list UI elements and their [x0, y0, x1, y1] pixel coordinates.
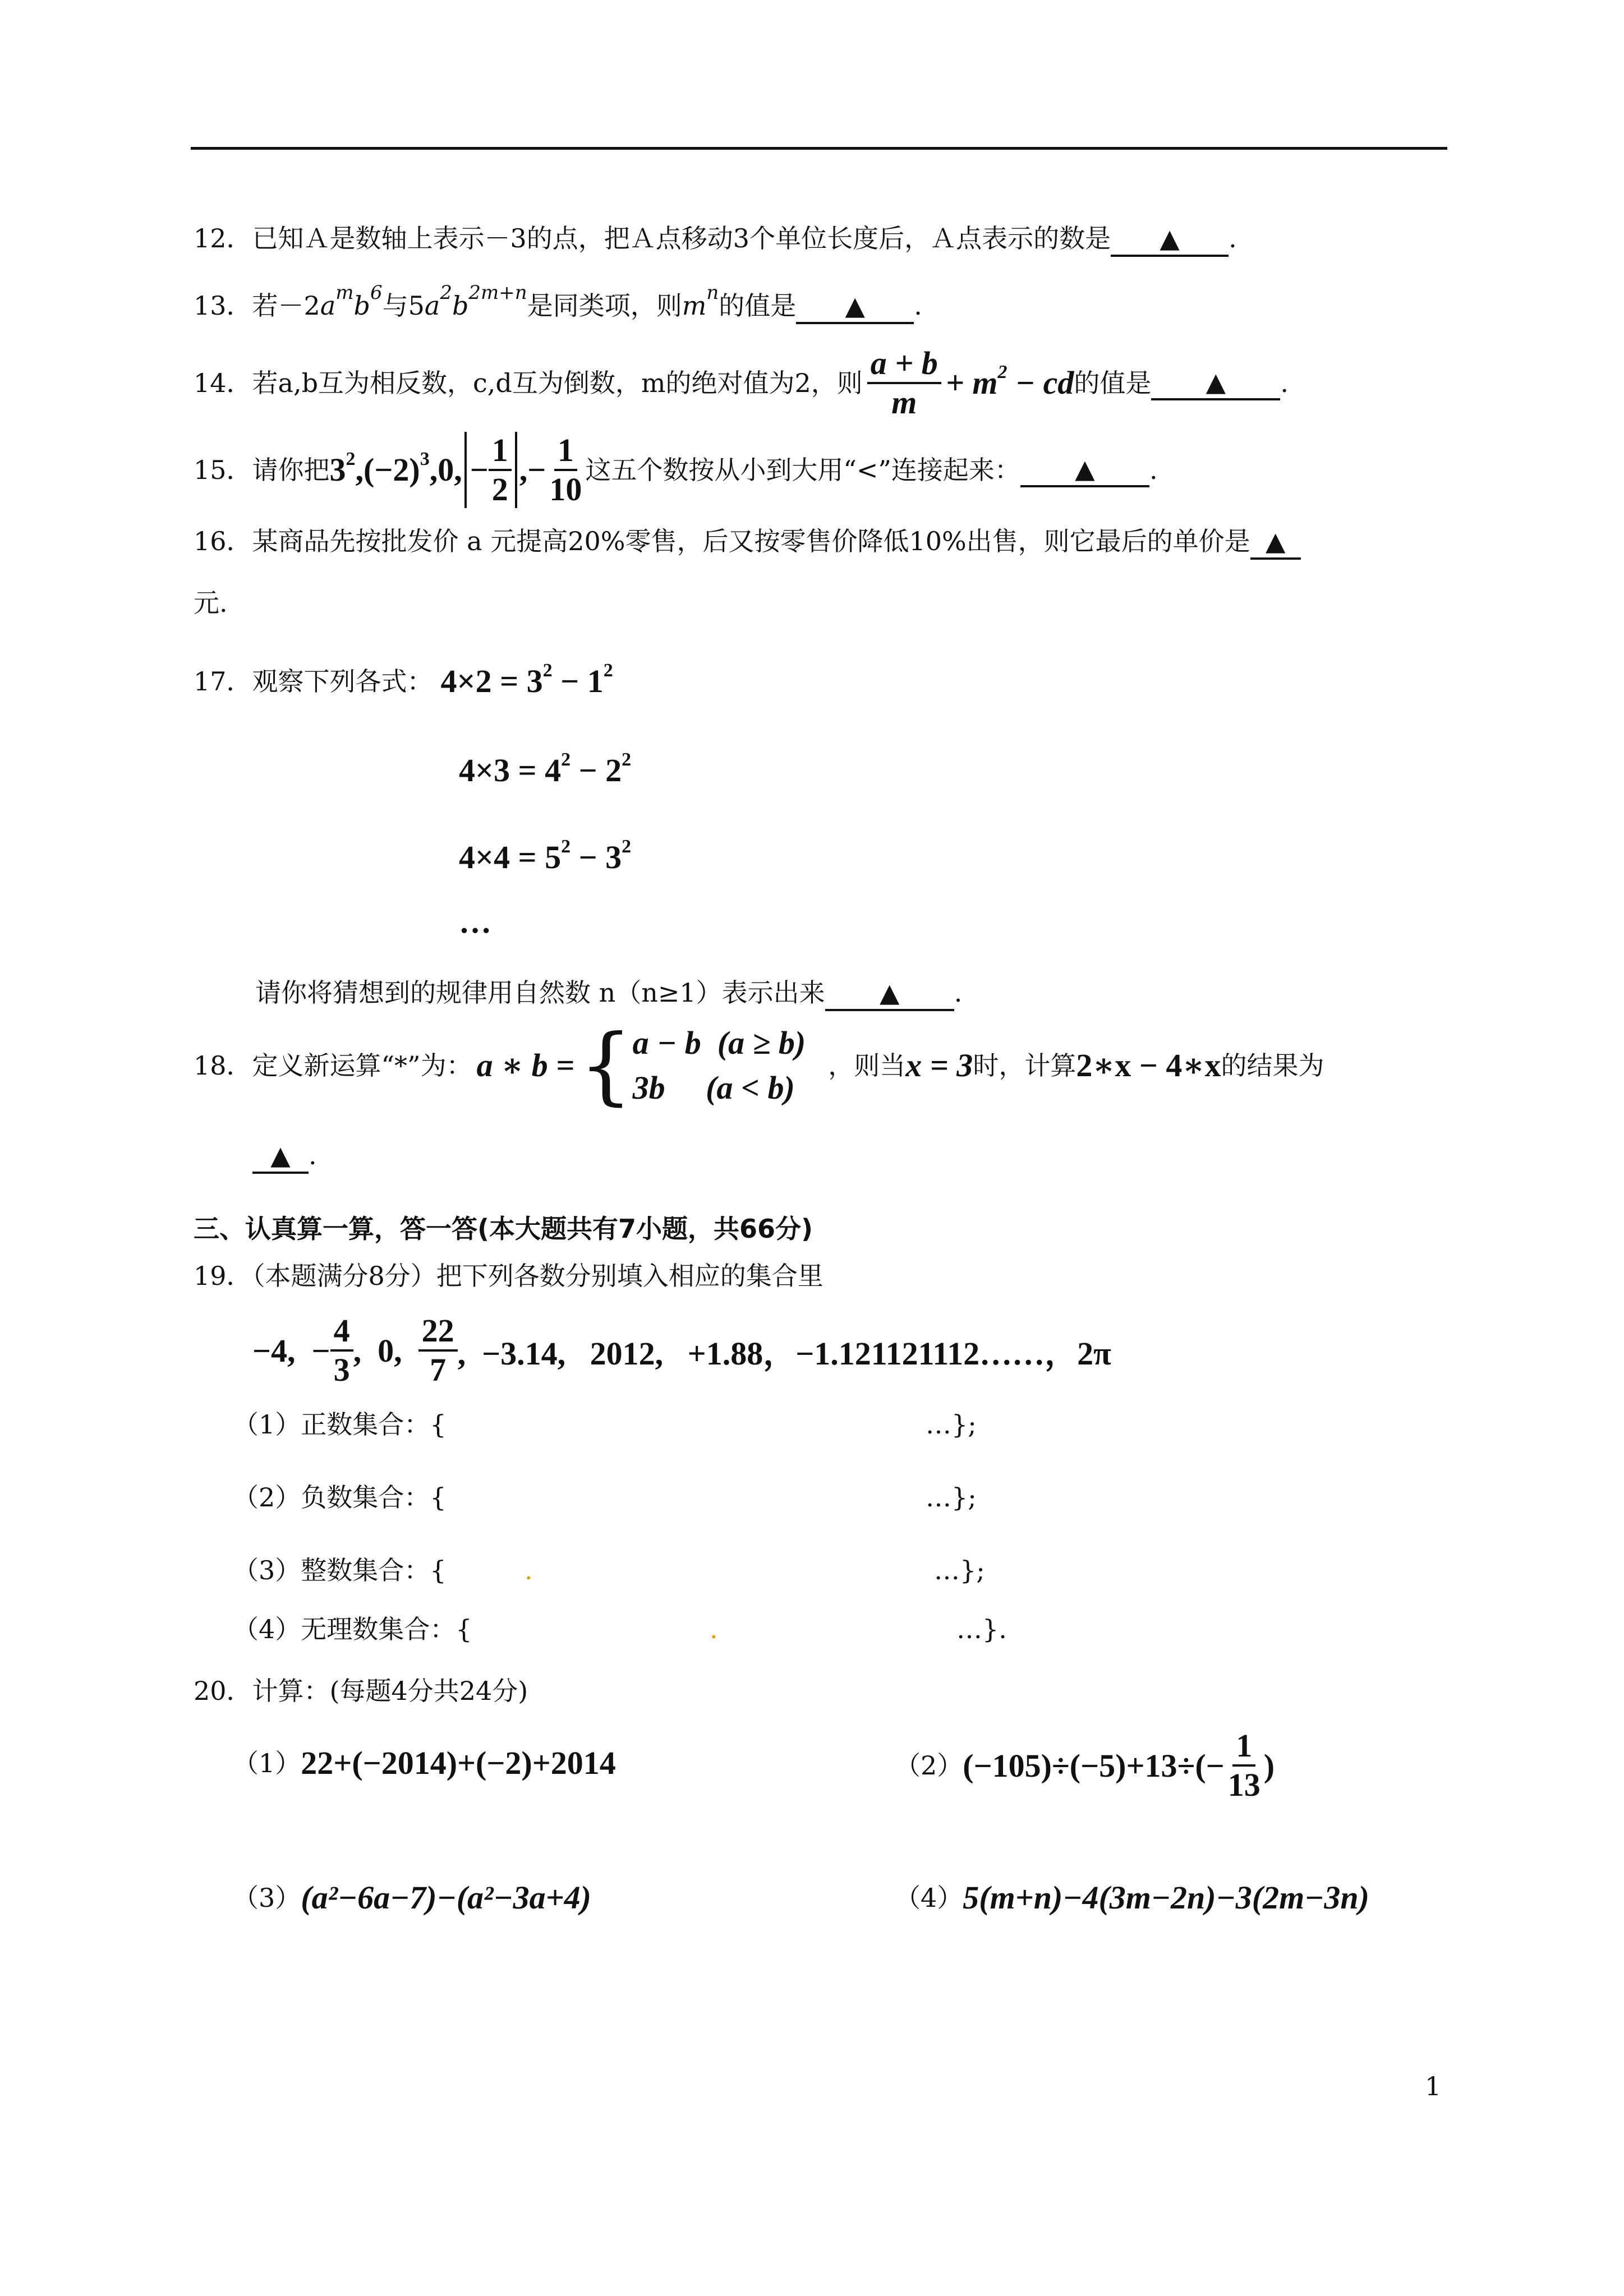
- question-19-title: 19．（本题满分8分）把下列各数分别填入相应的集合里: [194, 1261, 823, 1291]
- question-15: 15．请你把 $3^2,(-2)^3,0$, − $\frac{1}{2}$ ,− $\frac{1}{10}$ 这五个数按从小到大用“<”连接起来： ▲ .: [194, 432, 1158, 508]
- stray-dot: .: [710, 1614, 718, 1644]
- problem-2: （2） (−105)÷(−5)+13÷(− $\frac{1}{13}$ ): [895, 1727, 1275, 1803]
- question-12: 12．已知Ａ是数轴上表示－3的点，把Ａ点移动3个单位长度后，Ａ点表示的数是 ▲ .: [194, 222, 1237, 257]
- left-brace: {: [579, 1017, 633, 1114]
- answer-triangle: ▲: [879, 978, 900, 1008]
- question-17-prompt: 请你将猜想到的规律用自然数 n（n≥1）表示出来 ▲ .: [255, 976, 962, 1011]
- answer-triangle: ▲: [845, 291, 865, 321]
- question-17: 17．观察下列各式： $4\times 2 = 3^2 - 1^2$: [194, 660, 613, 699]
- piecewise-cases: a − b (a ≥ b) 3b (a < b): [632, 1025, 806, 1106]
- ellipsis: …: [459, 903, 491, 940]
- section-heading: 三、认真算一算，答一答(本大题共有7小题，共66分): [194, 1214, 813, 1244]
- question-13: 13．若$-2a^mb^6$与$5a^2b^{2m+n}$是同类项，则$m^n$的值是 ▲ .: [194, 289, 922, 324]
- question-16: 16．某商品先按批发价 a 元提高20%零售，后又按零售价降低10%出售，则它最后的单价是 ▲: [194, 524, 1301, 560]
- answer-triangle: ▲: [1265, 526, 1286, 556]
- page-number: 1: [1425, 2071, 1442, 2101]
- equation-2: $4\times 3 = 4^2 - 2^2$: [459, 749, 632, 789]
- answer-triangle: ▲: [1160, 223, 1180, 253]
- problem-3: （3） (a²−6a−7)−(a²−3a+4): [233, 1879, 591, 1916]
- stray-dot: .: [525, 1555, 533, 1585]
- set-irrational: （4）无理数集合：{ . …}.: [233, 1612, 1074, 1646]
- question-16-unit: 元.: [194, 588, 228, 618]
- header-rule: [191, 147, 1447, 150]
- question-20-title: 20．计算：(每题4分共24分): [194, 1676, 528, 1706]
- set-integer: （3）整数集合：{ . …};: [233, 1553, 996, 1587]
- problem-1: （1） 22+(−2014)+(−2)+2014: [233, 1745, 616, 1781]
- answer-triangle: ▲: [1075, 454, 1095, 484]
- question-18-answer: ▲ .: [252, 1138, 317, 1174]
- answer-triangle: ▲: [1206, 367, 1226, 397]
- set-negative: （2）负数集合：{ …};: [233, 1482, 977, 1513]
- answer-triangle: ▲: [270, 1140, 291, 1170]
- question-18: 18．定义新运算“*”为： a ∗ b = { a − b (a ≥ b) 3b (a < b) ，则当 x = 3 时，计算 2∗x − 4∗x 的结果为: [194, 1017, 1324, 1114]
- problem-4: （4） 5(m+n)−4(3m−2n)−3(2m−3n): [895, 1879, 1369, 1916]
- fraction-a-plus-b-over-m: $\frac{a + b}{m}$: [867, 345, 941, 421]
- set-positive: （1）正数集合：{ …};: [233, 1409, 977, 1440]
- equation-3: $4\times 4 = 5^2 - 3^2$: [459, 836, 632, 875]
- number-list: −4, − $\frac{4}{3}$ , 0, $\frac{22}{7}$ , −3.14, 2012, +1.88， −1.121121112……，2π: [252, 1312, 1111, 1388]
- question-14: 14．若a,b互为相反数，c,d互为倒数，m的绝对值为2，则 $\frac{a + b}{m}$ + $m^2$ − cd 的值是 ▲ .: [194, 345, 1289, 421]
